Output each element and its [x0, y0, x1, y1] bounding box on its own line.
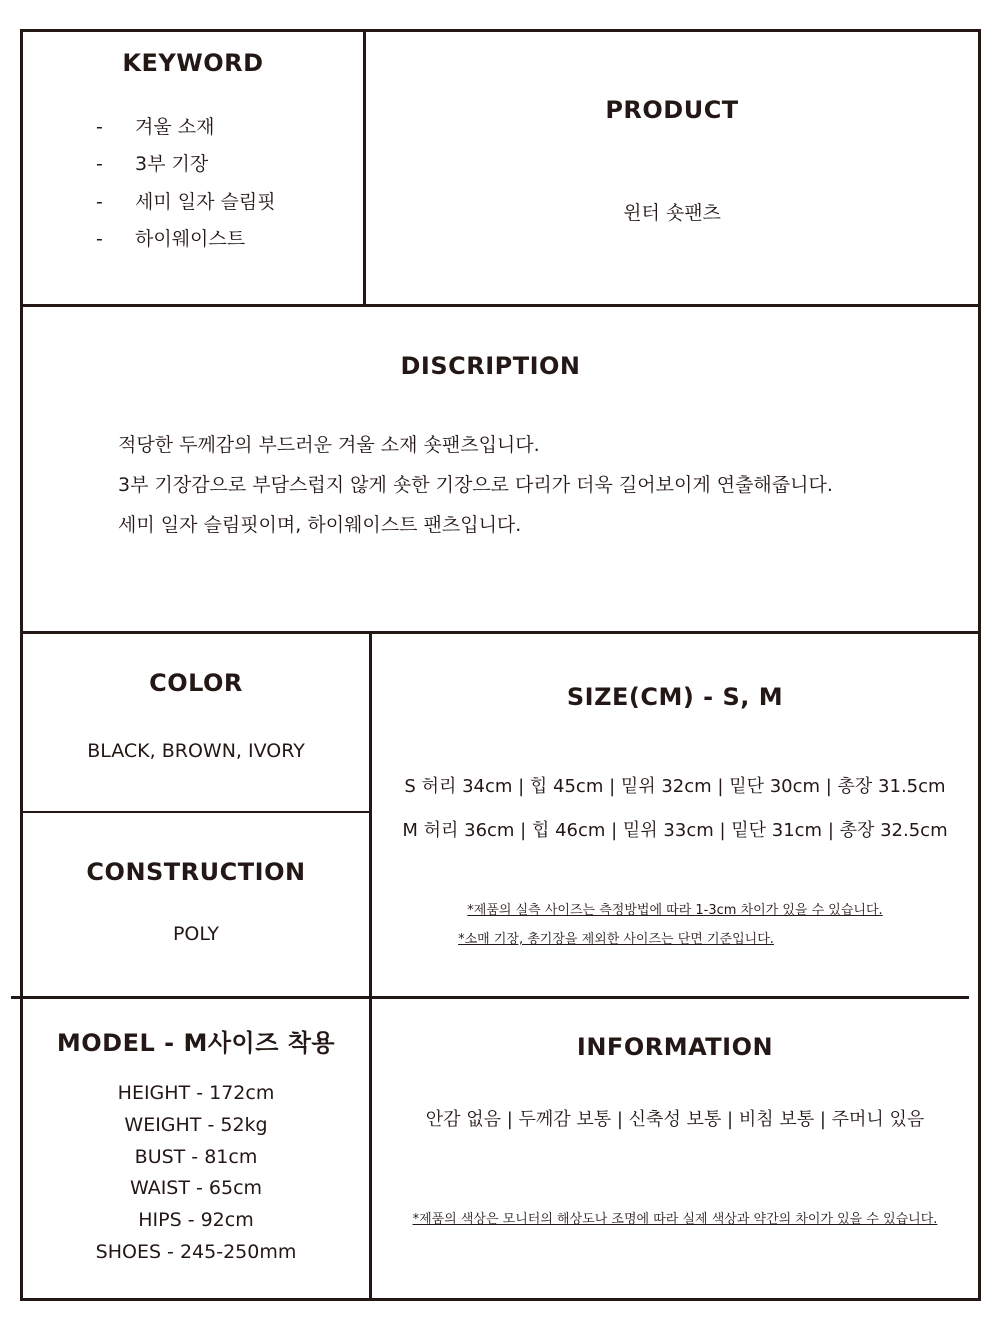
divider-row3 [11, 996, 969, 999]
size-row-s: S 허리 34cm | 힙 45cm | 밑위 32cm | 밑단 30cm | 총장 31.5cm [404, 776, 946, 797]
description-line: 세미 일자 슬림핏이며, 하이웨이스트 팬츠입니다. [118, 514, 522, 536]
information-value: 안감 없음 | 두께감 보통 | 신축성 보통 | 비침 보통 | 주머니 있음 [425, 1109, 925, 1130]
description-line: 3부 기장감으로 부담스럽지 않게 숏한 기장으로 다리가 더욱 길어보이게 연출해줍니다. [118, 474, 833, 496]
product-title: PRODUCT [605, 96, 739, 124]
size-note: *제품의 실측 사이즈는 측정방법에 따라 1-3cm 차이가 있을 수 있습니다. [467, 903, 883, 918]
description-title: DISCRIPTION [400, 352, 581, 380]
model-stat: SHOES - 245-250mm [95, 1241, 297, 1263]
construction-value: POLY [172, 923, 220, 945]
color-title: COLOR [149, 669, 243, 697]
divider-row2 [20, 631, 981, 634]
model-stat: WEIGHT - 52kg [124, 1114, 268, 1136]
model-stat: HEIGHT - 172cm [117, 1082, 275, 1104]
model-title: MODEL - M사이즈 착용 [56, 1029, 336, 1057]
model-stat: BUST - 81cm [134, 1146, 258, 1168]
description-line: 적당한 두께감의 부드러운 겨울 소재 숏팬츠입니다. [118, 434, 540, 456]
divider-row1 [20, 304, 981, 307]
keyword-item: - 하이웨이스트 [96, 228, 246, 250]
table-border-bottom [20, 1298, 981, 1301]
product-name: 윈터 숏팬츠 [623, 202, 721, 224]
information-note: *제품의 색상은 모니터의 해상도나 조명에 따라 실제 색상과 약간의 차이가 있을 수 있습니다. [412, 1212, 938, 1227]
keyword-item: - 세미 일자 슬림핏 [96, 191, 276, 213]
divider-color-construction [20, 811, 372, 813]
keyword-item: - 3부 기장 [96, 153, 209, 175]
information-title: INFORMATION [576, 1033, 774, 1061]
keyword-title: KEYWORD [122, 49, 264, 77]
table-border-right [978, 29, 981, 1301]
size-note: *소매 기장, 총기장을 제외한 사이즈는 단면 기준입니다. [458, 932, 774, 947]
divider-left-right [369, 631, 372, 1301]
table-border-top [20, 29, 981, 32]
keyword-item: - 겨울 소재 [96, 116, 215, 138]
table-border-left [20, 29, 23, 1301]
model-stat: HIPS - 92cm [138, 1209, 254, 1231]
size-title: SIZE(CM) - S, M [566, 683, 784, 711]
model-stat: WAIST - 65cm [129, 1177, 263, 1199]
color-value: BLACK, BROWN, IVORY [87, 740, 305, 762]
size-row-m: M 허리 36cm | 힙 46cm | 밑위 33cm | 밑단 31cm | 총장 32.5cm [402, 820, 948, 841]
divider-keyword-product [363, 29, 366, 306]
construction-title: CONSTRUCTION [86, 858, 306, 886]
